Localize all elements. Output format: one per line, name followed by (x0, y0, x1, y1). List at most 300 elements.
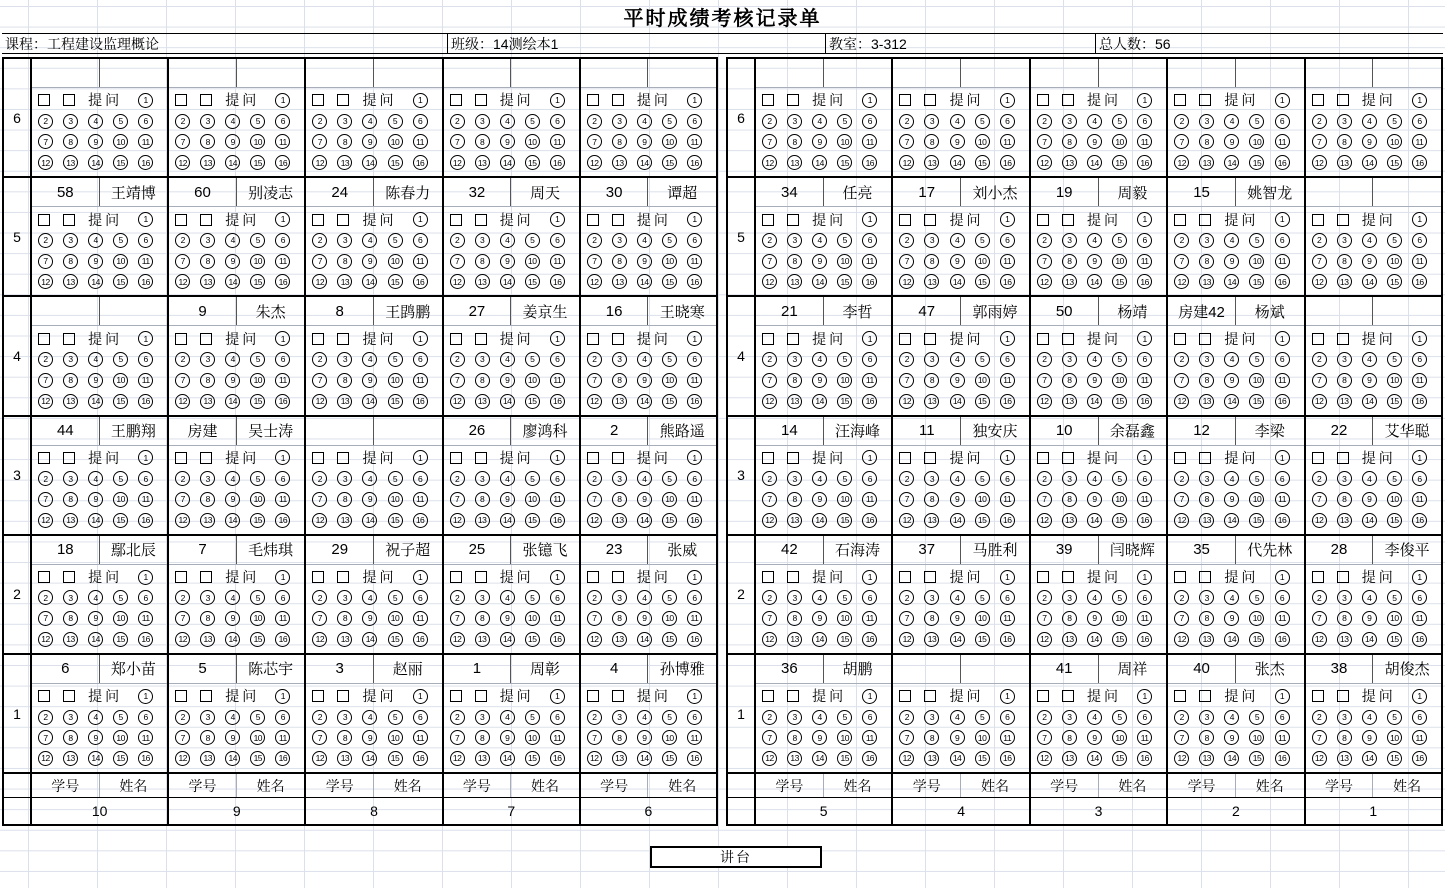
checkbox-icon (587, 571, 599, 583)
student-id (756, 59, 824, 87)
question-count-circle: 7 (587, 492, 602, 507)
question-count-circle: 10 (250, 492, 265, 507)
column-number: 7 (444, 798, 581, 824)
tracker-line (312, 349, 437, 370)
question-count-circle: 14 (500, 394, 515, 409)
question-count-circle: 10 (662, 611, 677, 626)
question-count-circle: 11 (413, 492, 428, 507)
checkbox-icon (450, 452, 462, 464)
question-count-circle: 15 (525, 394, 540, 409)
question-count-circle: 2 (450, 352, 465, 367)
seat-cell (306, 655, 443, 772)
checkbox-icon (899, 452, 911, 464)
seat-cell (1031, 178, 1168, 295)
question-count-circle: 14 (1087, 274, 1102, 289)
checkbox-icon (612, 94, 624, 106)
question-count-circle: 3 (1199, 233, 1214, 248)
tracker-line (1037, 272, 1162, 293)
checkbox-icon (1312, 690, 1324, 702)
question-count-circle: 13 (337, 751, 352, 766)
tracker-line (38, 132, 163, 153)
tracker-line (1037, 328, 1162, 349)
question-tracker (444, 326, 579, 414)
question-count-circle: 4 (362, 471, 377, 486)
question-count-circle: 12 (587, 274, 602, 289)
question-count-circle: 5 (837, 233, 852, 248)
question-count-circle: 2 (899, 590, 914, 605)
student-id: 23 (581, 536, 649, 564)
question-count-circle: 12 (1174, 155, 1189, 170)
question-label: 提问 (499, 569, 534, 586)
tracker-line (1312, 629, 1437, 650)
question-label: 提问 (225, 688, 260, 705)
question-count-circle: 4 (1224, 352, 1239, 367)
question-count-circle: 16 (138, 394, 153, 409)
question-count-circle: 9 (88, 611, 103, 626)
question-count-circle: 7 (312, 373, 327, 388)
question-count-circle: 9 (500, 254, 515, 269)
question-count-circle: 6 (687, 710, 702, 725)
seat-name-row (1031, 536, 1166, 565)
tracker-line (312, 588, 437, 609)
question-count-circle: 5 (975, 352, 990, 367)
id-header-label: 学号 (756, 774, 824, 797)
question-count-circle: 14 (225, 274, 240, 289)
question-count-circle: 8 (63, 730, 78, 745)
question-count-circle: 2 (450, 114, 465, 129)
seat-name-row (893, 417, 1028, 446)
question-count-circle: 14 (950, 513, 965, 528)
checkbox-icon (312, 690, 324, 702)
question-tracker (1031, 565, 1166, 653)
tracker-line (450, 489, 575, 510)
question-count-circle: 12 (175, 751, 190, 766)
tracker-line (175, 251, 300, 272)
checkbox-icon (762, 333, 774, 345)
question-count-circle: 12 (1312, 155, 1327, 170)
question-count-circle: 1 (1275, 689, 1290, 704)
question-label: 提问 (812, 449, 847, 466)
tracker-line (312, 90, 437, 111)
question-count-circle: 11 (687, 492, 702, 507)
seat-name-row (444, 59, 579, 88)
question-count-circle: 16 (1000, 394, 1015, 409)
question-count-circle: 11 (1137, 492, 1152, 507)
question-count-circle: 8 (200, 134, 215, 149)
checkbox-icon (312, 571, 324, 583)
question-count-circle: 16 (687, 394, 702, 409)
seat-cell (1031, 417, 1168, 534)
question-count-circle: 16 (275, 513, 290, 528)
question-count-circle: 9 (500, 373, 515, 388)
question-count-circle: 12 (450, 632, 465, 647)
seat-name-row (581, 178, 716, 207)
student-id (306, 417, 374, 445)
question-count-circle: 8 (200, 373, 215, 388)
question-count-circle: 12 (899, 155, 914, 170)
tracker-line (1174, 707, 1299, 728)
question-count-circle: 10 (525, 134, 540, 149)
seat-cell (1031, 297, 1168, 414)
question-count-circle: 1 (1275, 212, 1290, 227)
question-count-circle: 14 (1362, 394, 1377, 409)
info-header (2, 33, 1443, 54)
question-count-circle: 1 (275, 450, 290, 465)
checkbox-icon (924, 452, 936, 464)
question-count-circle: 11 (1412, 611, 1427, 626)
question-count-circle: 9 (225, 611, 240, 626)
question-count-circle: 4 (225, 114, 240, 129)
question-label: 提问 (812, 688, 847, 705)
question-count-circle: 7 (450, 730, 465, 745)
student-id: 2 (581, 417, 649, 445)
question-count-circle: 13 (337, 513, 352, 528)
question-count-circle: 4 (1087, 590, 1102, 605)
tracker-line (1174, 349, 1299, 370)
question-count-circle: 8 (1062, 254, 1077, 269)
tracker-line (1312, 686, 1437, 707)
question-count-circle: 8 (787, 373, 802, 388)
question-count-circle: 11 (138, 611, 153, 626)
checkbox-icon (63, 452, 75, 464)
checkbox-icon (924, 690, 936, 702)
question-count-circle: 1 (550, 570, 565, 585)
question-label: 提问 (1361, 569, 1396, 586)
checkbox-icon (612, 333, 624, 345)
checkbox-icon (1312, 94, 1324, 106)
seat-row (4, 297, 716, 416)
question-count-circle: 10 (1387, 611, 1402, 626)
name-header-label: 姓名 (393, 777, 422, 794)
question-count-circle: 16 (1275, 751, 1290, 766)
question-count-circle: 2 (38, 710, 53, 725)
seat-cell (169, 536, 306, 653)
tracker-line (1312, 567, 1437, 588)
checkbox-icon (63, 690, 75, 702)
tracker-line (1312, 349, 1437, 370)
student-id: 60 (169, 178, 237, 206)
student-name: 独安庆 (972, 423, 1018, 441)
question-count-circle: 9 (362, 611, 377, 626)
checkbox-icon (1062, 690, 1074, 702)
question-tracker (1031, 684, 1166, 772)
question-count-circle: 16 (687, 632, 702, 647)
seat-cell (1306, 536, 1441, 653)
question-count-circle: 15 (388, 751, 403, 766)
question-count-circle: 7 (450, 611, 465, 626)
question-count-circle: 15 (113, 274, 128, 289)
question-count-circle: 9 (637, 134, 652, 149)
student-id: 18 (32, 536, 100, 564)
tracker-line (175, 328, 300, 349)
tracker-line (1312, 707, 1437, 728)
question-count-circle: 4 (812, 590, 827, 605)
tracker-line (587, 209, 712, 230)
question-count-circle: 3 (924, 590, 939, 605)
tracker-line (38, 629, 163, 650)
question-count-circle: 9 (225, 254, 240, 269)
question-count-circle: 4 (1087, 114, 1102, 129)
question-count-circle: 8 (1062, 730, 1077, 745)
question-count-circle: 3 (475, 590, 490, 605)
student-id (1306, 297, 1374, 325)
seat-name-row (893, 536, 1028, 565)
question-count-circle: 2 (762, 710, 777, 725)
tracker-line (450, 370, 575, 391)
question-count-circle: 6 (1137, 710, 1152, 725)
question-count-circle: 3 (63, 590, 78, 605)
tracker-line (450, 468, 575, 489)
student-name: 任亮 (842, 184, 873, 202)
question-count-circle: 7 (1037, 730, 1052, 745)
question-count-circle: 4 (812, 710, 827, 725)
tracker-line (1312, 251, 1437, 272)
question-count-circle: 13 (337, 155, 352, 170)
question-count-circle: 13 (1199, 394, 1214, 409)
tracker-line (175, 230, 300, 251)
question-label: 提问 (812, 92, 847, 109)
tracker-line (1174, 251, 1299, 272)
question-count-circle: 16 (1137, 394, 1152, 409)
room-field: 教室：3-312 (825, 34, 907, 53)
seat-name-row (1031, 297, 1166, 326)
student-id: 38 (1306, 655, 1374, 683)
tracker-line (587, 707, 712, 728)
question-count-circle: 15 (1249, 513, 1264, 528)
podium-label: 讲台 (720, 849, 752, 865)
column-number: 4 (893, 798, 1030, 824)
question-count-circle: 15 (525, 155, 540, 170)
checkbox-icon (312, 94, 324, 106)
tracker-line (450, 510, 575, 531)
student-name (511, 59, 579, 87)
question-count-circle: 10 (113, 373, 128, 388)
question-count-circle: 7 (175, 492, 190, 507)
question-count-circle: 14 (500, 513, 515, 528)
question-label: 提问 (949, 330, 984, 347)
question-count-circle: 5 (388, 710, 403, 725)
question-count-circle: 8 (63, 611, 78, 626)
student-id: 1 (444, 655, 512, 683)
question-count-circle: 13 (63, 632, 78, 647)
question-count-circle: 5 (837, 352, 852, 367)
question-count-circle: 13 (63, 155, 78, 170)
question-count-circle: 11 (1000, 611, 1015, 626)
podium-box (650, 846, 822, 868)
question-count-circle: 9 (1087, 730, 1102, 745)
question-count-circle: 2 (899, 471, 914, 486)
question-count-circle: 3 (612, 590, 627, 605)
question-count-circle: 7 (762, 373, 777, 388)
footer-label-cell (893, 774, 1030, 797)
question-count-circle: 16 (1412, 394, 1427, 409)
tracker-line (587, 588, 712, 609)
question-count-circle: 9 (225, 134, 240, 149)
question-count-circle: 6 (138, 590, 153, 605)
id-header-label: 学号 (893, 774, 961, 797)
student-id: 58 (32, 178, 100, 206)
tracker-line (38, 707, 163, 728)
question-count-circle: 6 (1275, 114, 1290, 129)
tracker-line (312, 510, 437, 531)
footer-spacer (728, 774, 756, 797)
tracker-line (587, 468, 712, 489)
seat-name-row (306, 59, 441, 88)
question-count-circle: 9 (500, 134, 515, 149)
row-label: 2 (728, 536, 756, 653)
question-count-circle: 14 (637, 632, 652, 647)
question-count-circle: 4 (225, 710, 240, 725)
question-label: 提问 (499, 92, 534, 109)
question-count-circle: 9 (88, 373, 103, 388)
question-count-circle: 13 (612, 513, 627, 528)
question-count-circle: 1 (1137, 331, 1152, 346)
seat-cell (444, 417, 581, 534)
seat-cell (756, 178, 893, 295)
question-count-circle: 5 (662, 710, 677, 725)
question-count-circle: 10 (1387, 730, 1402, 745)
id-header-label: 学号 (169, 774, 237, 797)
question-count-circle: 11 (275, 611, 290, 626)
question-count-circle: 12 (312, 632, 327, 647)
question-count-circle: 2 (1312, 590, 1327, 605)
question-count-circle: 16 (138, 751, 153, 766)
question-count-circle: 5 (1112, 710, 1127, 725)
tracker-line (1312, 272, 1437, 293)
tracker-line (312, 748, 437, 769)
question-count-circle: 14 (88, 274, 103, 289)
seat-name-row (32, 536, 167, 565)
question-count-circle: 8 (337, 373, 352, 388)
seat-cell (306, 417, 443, 534)
checkbox-icon (337, 333, 349, 345)
question-count-circle: 15 (113, 632, 128, 647)
question-count-circle: 6 (862, 710, 877, 725)
tracker-line (899, 111, 1024, 132)
student-id (444, 59, 512, 87)
tracker-line (312, 567, 437, 588)
checkbox-icon (762, 214, 774, 226)
question-count-circle: 5 (388, 471, 403, 486)
question-label: 提问 (362, 688, 397, 705)
question-count-circle: 3 (200, 710, 215, 725)
seat-cell (306, 536, 443, 653)
question-count-circle: 1 (275, 331, 290, 346)
question-count-circle: 7 (450, 373, 465, 388)
footer-labels-row (728, 774, 1441, 798)
question-count-circle: 13 (924, 274, 939, 289)
question-label: 提问 (362, 92, 397, 109)
question-count-circle: 15 (1249, 394, 1264, 409)
question-count-circle: 5 (1249, 710, 1264, 725)
question-count-circle: 8 (200, 611, 215, 626)
question-count-circle: 6 (862, 471, 877, 486)
question-count-circle: 14 (1224, 155, 1239, 170)
question-label: 提问 (636, 330, 671, 347)
question-count-circle: 3 (200, 114, 215, 129)
question-count-circle: 7 (899, 254, 914, 269)
question-count-circle: 1 (413, 689, 428, 704)
question-count-circle: 9 (1362, 611, 1377, 626)
question-count-circle: 9 (637, 492, 652, 507)
student-id: 36 (756, 655, 824, 683)
question-tracker (1306, 326, 1441, 414)
question-tracker (1306, 88, 1441, 176)
question-count-circle: 14 (88, 155, 103, 170)
question-count-circle: 10 (388, 373, 403, 388)
question-count-circle: 3 (1199, 352, 1214, 367)
student-name (648, 59, 716, 87)
question-count-circle: 4 (500, 590, 515, 605)
question-count-circle: 1 (1000, 331, 1015, 346)
question-label: 提问 (88, 330, 123, 347)
seat-name-row (1306, 655, 1441, 684)
question-count-circle: 13 (1062, 632, 1077, 647)
tracker-line (762, 370, 887, 391)
question-count-circle: 5 (837, 114, 852, 129)
question-count-circle: 7 (312, 134, 327, 149)
question-count-circle: 9 (1224, 134, 1239, 149)
question-count-circle: 4 (950, 590, 965, 605)
question-count-circle: 13 (1337, 632, 1352, 647)
question-count-circle: 12 (1174, 751, 1189, 766)
checkbox-icon (1199, 333, 1211, 345)
question-count-circle: 1 (413, 212, 428, 227)
question-count-circle: 12 (1037, 513, 1052, 528)
checkbox-icon (587, 452, 599, 464)
question-count-circle: 12 (450, 155, 465, 170)
checkbox-icon (38, 571, 50, 583)
seat-name-row (169, 297, 304, 326)
question-count-circle: 2 (450, 590, 465, 605)
tracker-line (312, 468, 437, 489)
question-count-circle: 9 (1362, 373, 1377, 388)
question-count-circle: 16 (413, 155, 428, 170)
tracker-line (175, 90, 300, 111)
tracker-line (1312, 588, 1437, 609)
question-count-circle: 14 (88, 632, 103, 647)
student-name: 熊路遥 (659, 423, 705, 441)
question-count-circle: 8 (337, 730, 352, 745)
name-header-label: 姓名 (256, 777, 285, 794)
question-count-circle: 2 (1312, 114, 1327, 129)
tracker-line (762, 686, 887, 707)
question-count-circle: 11 (138, 730, 153, 745)
question-count-circle: 4 (1224, 710, 1239, 725)
question-count-circle: 10 (1112, 254, 1127, 269)
question-count-circle: 5 (1112, 352, 1127, 367)
student-name: 廖鸿科 (522, 423, 568, 441)
question-count-circle: 3 (1199, 114, 1214, 129)
question-count-circle: 8 (475, 492, 490, 507)
question-tracker (1031, 326, 1166, 414)
question-count-circle: 2 (1174, 471, 1189, 486)
question-count-circle: 4 (950, 233, 965, 248)
tracker-line (1174, 132, 1299, 153)
question-count-circle: 2 (1312, 710, 1327, 725)
tracker-line (38, 349, 163, 370)
checkbox-icon (1312, 571, 1324, 583)
question-label: 提问 (362, 211, 397, 228)
question-count-circle: 5 (662, 233, 677, 248)
question-count-circle: 14 (637, 274, 652, 289)
question-count-circle: 2 (762, 233, 777, 248)
question-count-circle: 12 (450, 751, 465, 766)
question-count-circle: 4 (637, 710, 652, 725)
question-count-circle: 2 (587, 710, 602, 725)
question-count-circle: 14 (1362, 155, 1377, 170)
course-field: 课程：工程建设监理概论 (5, 36, 159, 52)
